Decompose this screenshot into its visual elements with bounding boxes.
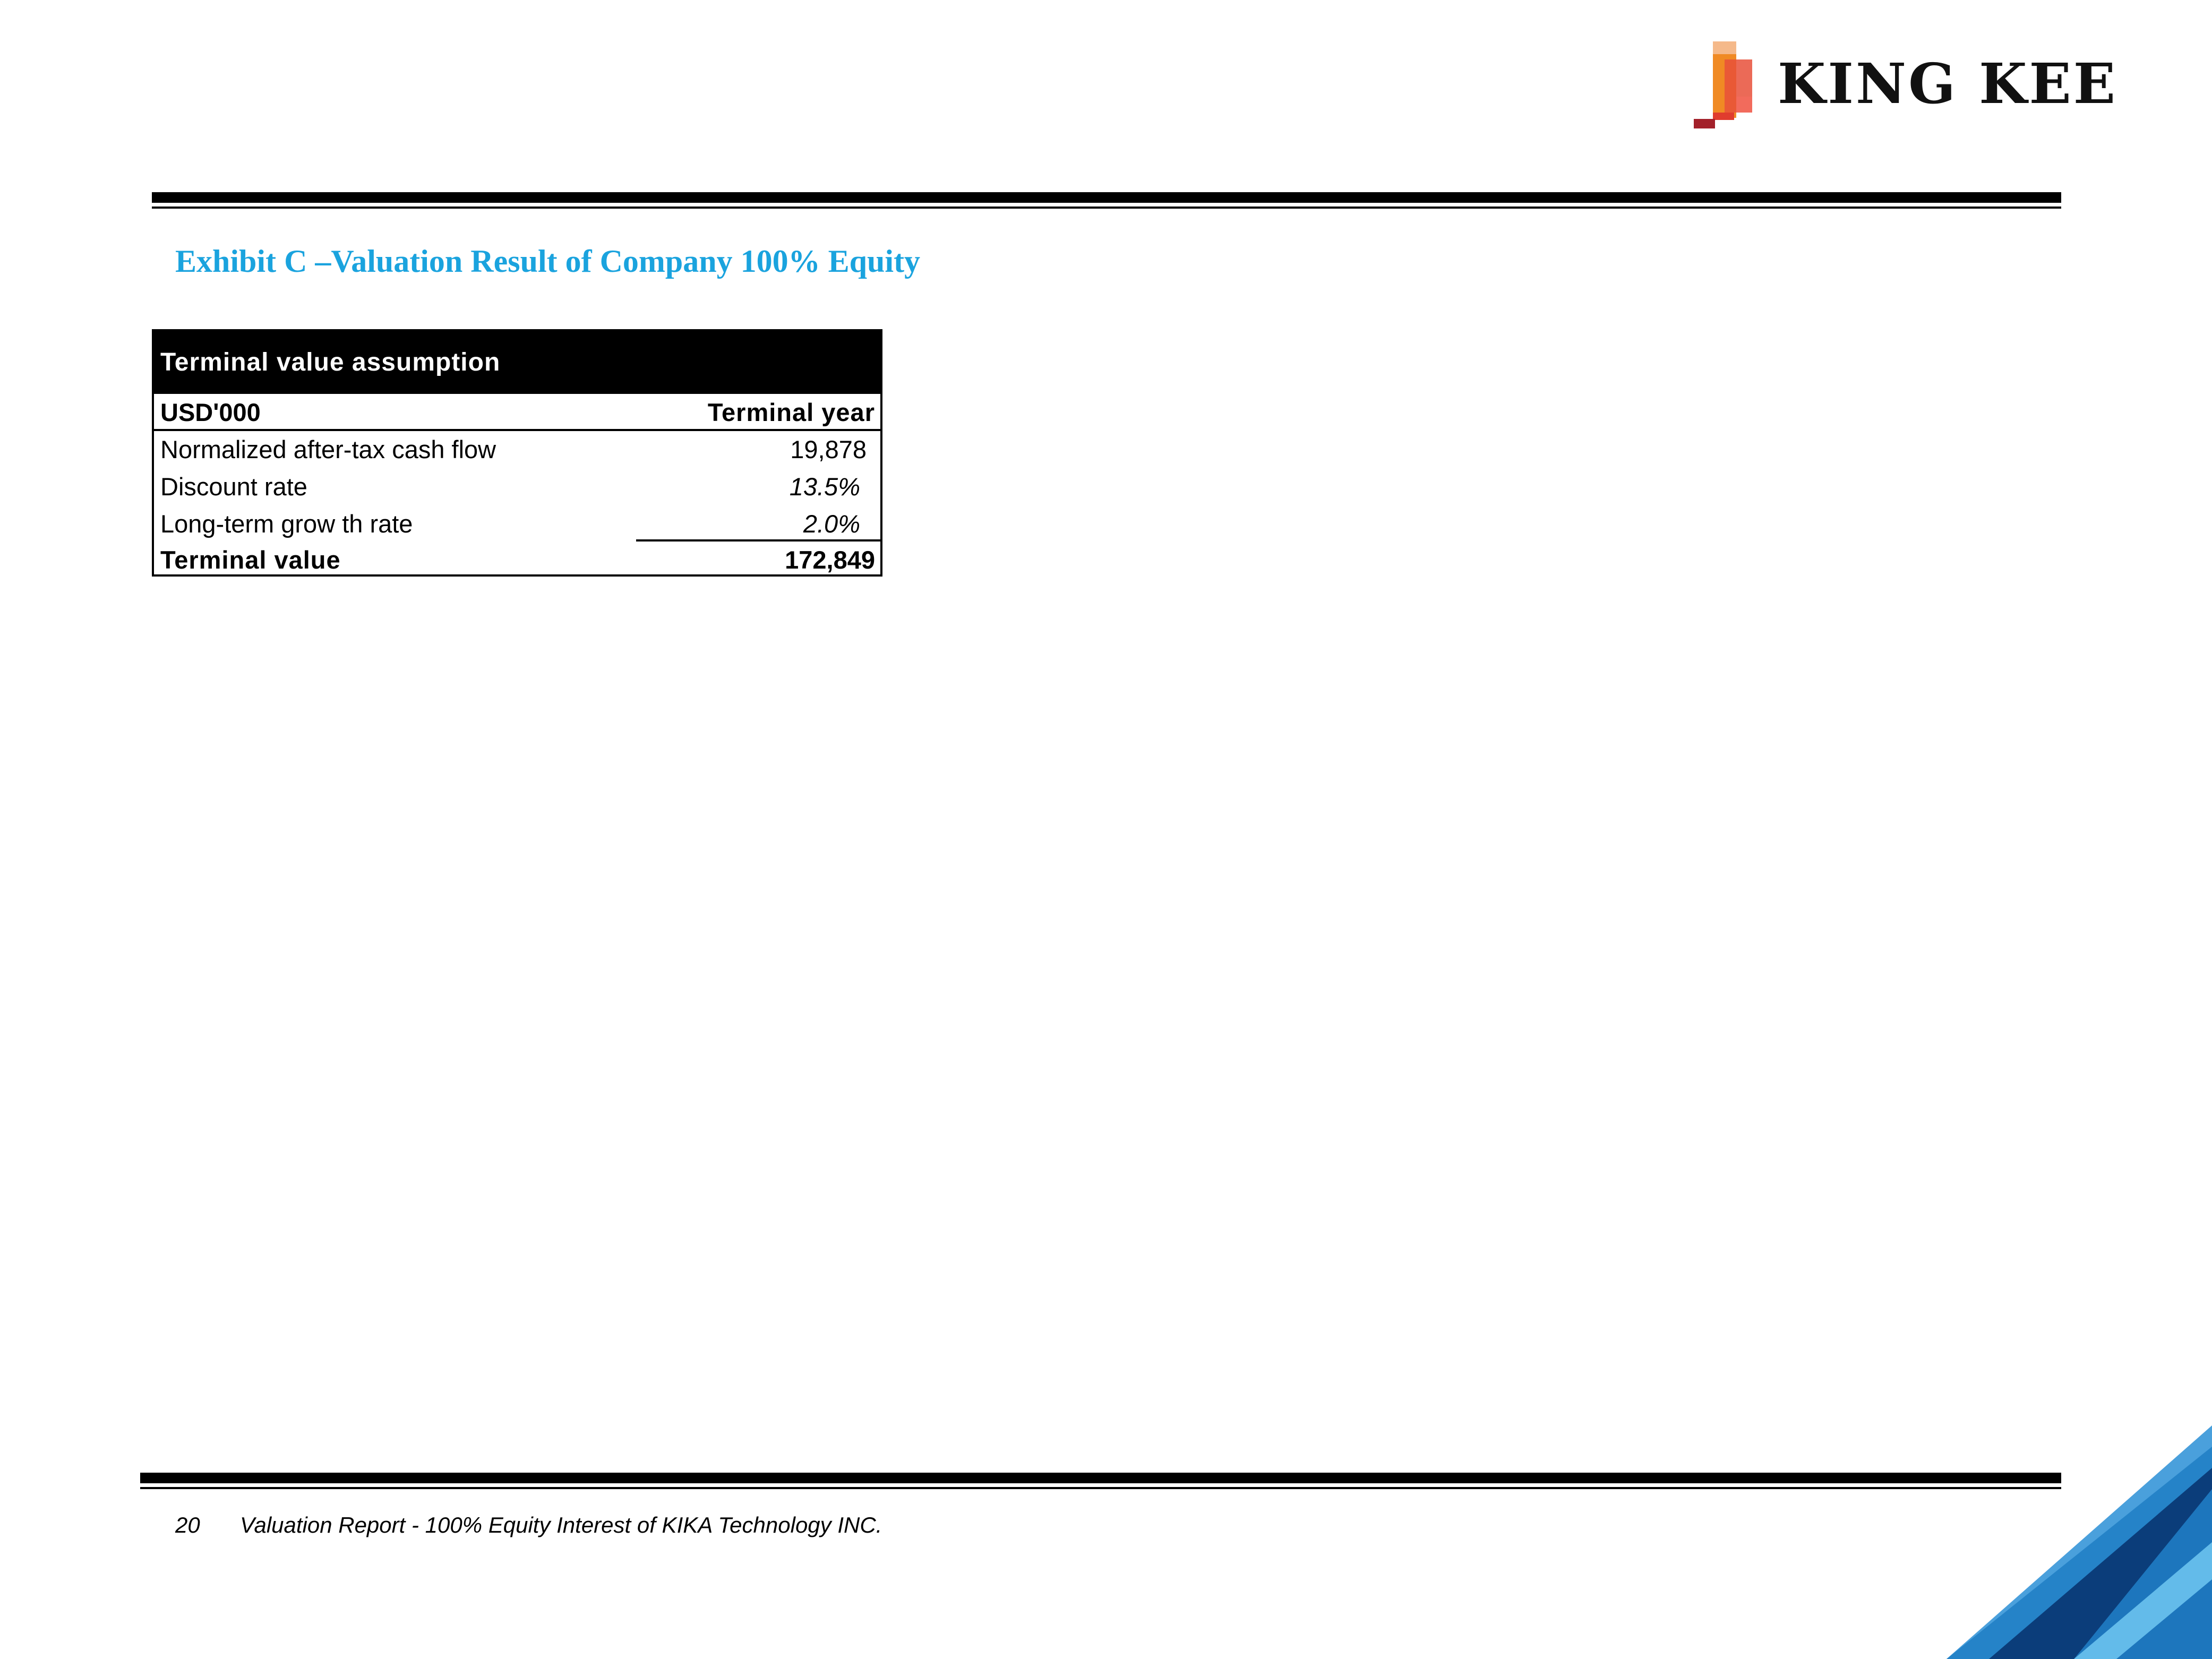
logo-text: KING KEE [1778, 51, 2118, 116]
table-row [154, 431, 880, 468]
total-value: 172,849 [785, 546, 875, 574]
table-total-row [154, 541, 880, 579]
header-rule-thin [152, 207, 2061, 209]
page-number: 20 [175, 1512, 200, 1537]
logo-mark-icon [1694, 38, 1757, 134]
terminal-value-table [152, 329, 882, 577]
row-label: Normalized after-tax cash flow [160, 435, 496, 463]
column-label-terminal-year: Terminal year [707, 398, 875, 426]
table-row [154, 468, 880, 505]
row-value: 13.5% [789, 472, 860, 501]
table-row [154, 505, 880, 543]
table-column-header-row [154, 394, 880, 431]
footer-rule-thin [140, 1487, 2061, 1489]
unit-label: USD'000 [160, 398, 261, 426]
table-title: Terminal value assumption [154, 331, 880, 394]
company-logo [1694, 38, 2161, 134]
row-value: 2.0% [803, 510, 860, 538]
corner-decoration-icon [1915, 1404, 2212, 1659]
row-label: Long-term grow th rate [160, 510, 413, 538]
row-value: 19,878 [790, 435, 867, 463]
exhibit-title: Exhibit C –Valuation Result of Company 100% Equity [175, 244, 921, 279]
header-rule-thick [152, 192, 2061, 203]
total-label: Terminal value [160, 546, 341, 574]
row-label: Discount rate [160, 472, 307, 501]
footer-report-title: Valuation Report - 100% Equity Interest of KIKA Technology INC. [240, 1512, 882, 1537]
footer-rule-thick [140, 1473, 2061, 1483]
